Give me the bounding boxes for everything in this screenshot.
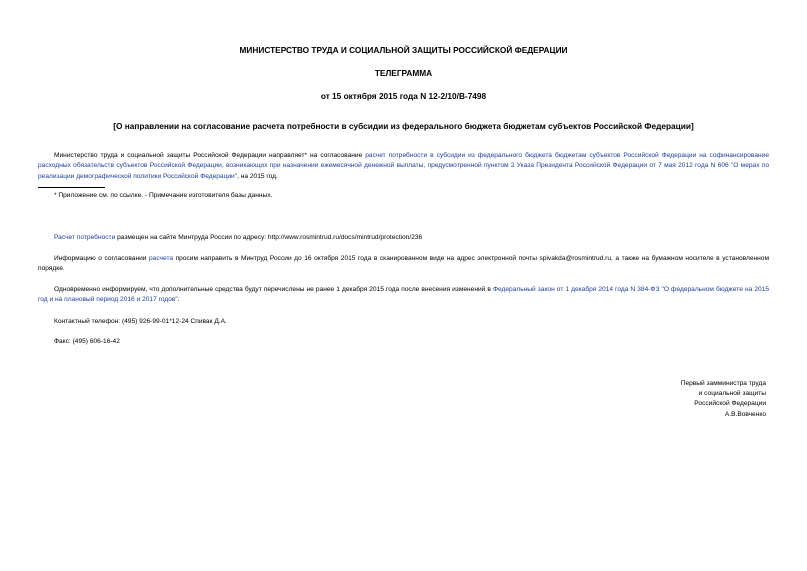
signature-line-4: А.В.Вовченко xyxy=(724,410,766,418)
footnote-divider xyxy=(38,187,105,188)
document-type: ТЕЛЕГРАММА xyxy=(374,68,433,78)
federal-law-link[interactable]: Федеральный закон от 1 декабря 2014 года N 384-ФЗ "О федеральном бюджете на 2015 год и на плановый период 2016 и 2017 годов" xyxy=(38,286,769,304)
footnote: * Приложение см. по ссылке. - Примечание изготовителя базы данных. xyxy=(54,192,273,199)
document-date-number: от 15 октября 2015 года N 12-2/10/В-7498 xyxy=(320,91,487,101)
paragraph-2-text: размещен на сайте Минтруда России по адресу: http://www.rosmintrud.ru/docs/mintrud/protection/236 xyxy=(115,234,423,241)
paragraph-3-text-after: просим направить в Минтруд России до 16 октября 2015 года в сканированном виде на адрес электронной почты spivakda@rosmintrud.ru, а также на бумажном носителе в установленном порядке. xyxy=(38,255,769,273)
calculation-link[interactable]: расчет потребности в субсидии из федерального бюджета бюджетам субъектов Российской Федерации на софинансирование расходных обязательств субъектов Российской Федерации, возникающих при назначении ежемесячной денежной выплаты, предусмотренной пунктом 2 Указа Президента Российской Федерации от 7 мая 2012 года N 606 "О мерах по реализации демографической политики Российской Федерации" xyxy=(38,152,769,180)
calculation-short-link[interactable]: расчета xyxy=(149,255,174,262)
calculation-need-link[interactable]: Расчет потребности xyxy=(54,234,116,241)
paragraph-4 xyxy=(38,285,769,306)
contact-phone: Контактный телефон: (495) 926-99-01*12-24 Спивак Д.А. xyxy=(54,318,227,325)
signature-line-3: Российской Федерации xyxy=(694,400,766,408)
paragraph-3-text-before: Информацию о согласовании xyxy=(54,255,149,262)
signature-line-2: и социальной защиты xyxy=(698,390,766,398)
paragraph-4-text-before: Одновременно информируем, что дополнительные средства будут перечислены не ранее 1 декабря 2015 года после внесения изменений в xyxy=(54,286,493,293)
paragraph-1-text-after: , на 2015 год. xyxy=(237,172,278,180)
paragraph-1 xyxy=(38,151,769,182)
paragraph-2 xyxy=(38,233,422,243)
paragraph-3 xyxy=(38,254,769,275)
ministry-title: МИНИСТЕРСТВО ТРУДА И СОЦИАЛЬНОЙ ЗАЩИТЫ РОССИЙСКОЙ ФЕДЕРАЦИИ xyxy=(239,45,568,55)
signature-block xyxy=(681,379,766,420)
paragraph-1-text-before: Министерство труда и социальной защиты Российской Федерации направляет* на согласование xyxy=(54,152,366,159)
signature-line-1: Первый замминистра труда xyxy=(680,380,766,387)
fax-number: Факс: (495) 606-16-42 xyxy=(54,338,120,345)
document-subject: [О направлении на согласование расчета потребности в субсидии из федерального бюджета бюджетам субъектов Российской Федерации] xyxy=(113,121,694,131)
paragraph-4-text-after: . xyxy=(177,296,180,304)
